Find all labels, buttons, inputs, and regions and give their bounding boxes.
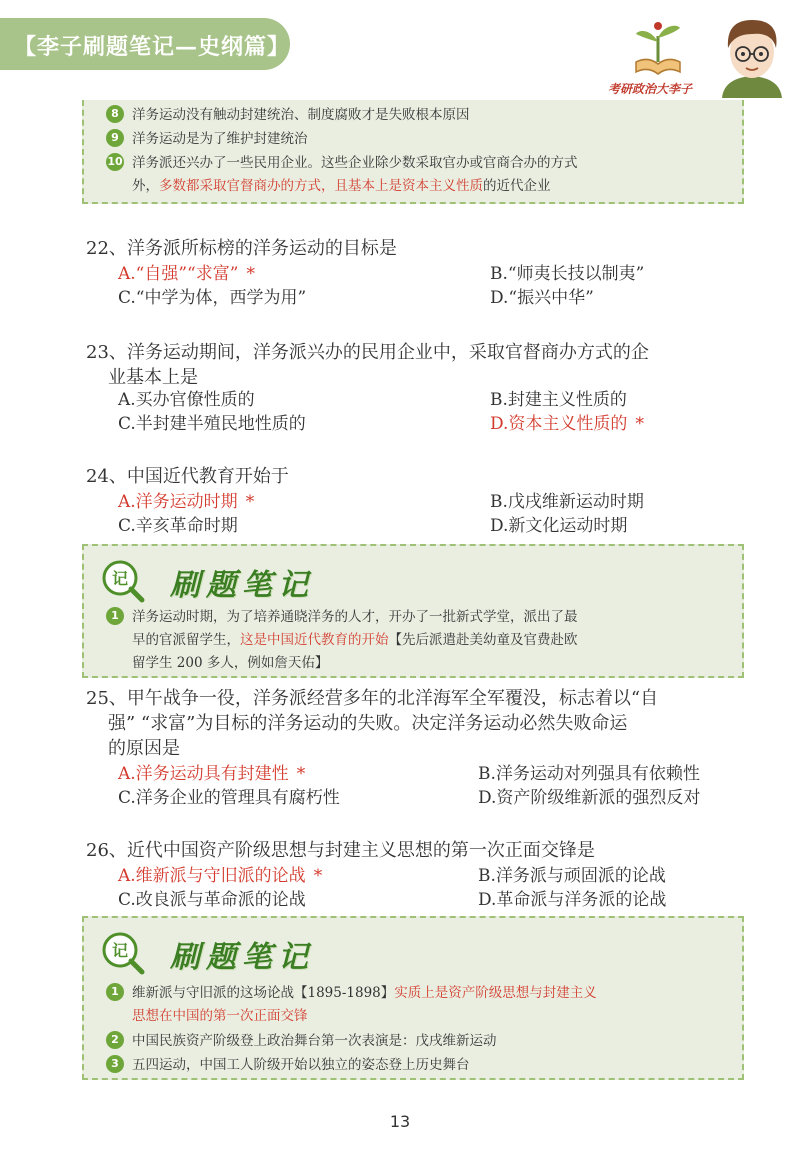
- option-c[interactable]: C.改良派与革命派的论战: [118, 890, 306, 910]
- note-item: 2 中国民族资产阶级登上政治舞台第一次表演是：戊戌维新运动: [106, 1030, 730, 1053]
- option-b[interactable]: B.戊戌维新运动时期: [490, 492, 644, 512]
- page-number: 13: [389, 1112, 411, 1131]
- note-item: 10 洋务派还兴办了一些民用企业。这些企业除少数采取官办或官商合办的方式: [107, 155, 578, 171]
- question-25: 25、甲午战争一役，洋务派经营多年的北洋海军全军覆没，标志着以“自 强” “求富”为目标的洋务运动的失败。决定洋务运动必然失败命运 的原因是: [86, 688, 659, 759]
- number-badge: 1: [106, 983, 124, 1001]
- number-badge: 2: [106, 1031, 124, 1049]
- magnifier-note-icon: [100, 558, 146, 604]
- plant-book-icon: [630, 18, 686, 78]
- option-a[interactable]: A.维新派与守旧派的论战 *: [118, 866, 323, 886]
- question-23: 23、洋务运动期间，洋务派兴办的民用企业中，采取官督商办方式的企 业基本上是: [86, 342, 649, 388]
- logo: [606, 18, 710, 98]
- option-b[interactable]: B.封建主义性质的: [490, 390, 627, 410]
- option-d[interactable]: D.“振兴中华”: [490, 288, 594, 308]
- svg-text:记: 记: [111, 941, 129, 960]
- option-a[interactable]: A.洋务运动时期 *: [118, 492, 255, 512]
- option-a[interactable]: A.买办官僚性质的: [118, 390, 255, 410]
- note-item: 9 洋务运动是为了维护封建统治: [106, 128, 730, 151]
- note-item: 1 洋务运动时期，为了培养通晓洋务的人才，开办了一批新式学堂，派出了最: [106, 606, 730, 629]
- option-a[interactable]: A.“自强”“求富” *: [118, 264, 255, 284]
- option-d[interactable]: D.革命派与洋务派的论战: [478, 890, 667, 910]
- question-26: 26、近代中国资产阶级思想与封建主义思想的第一次正面交锋是: [86, 840, 595, 861]
- option-d[interactable]: D.资产阶级维新派的强烈反对: [478, 788, 701, 808]
- number-badge: 8: [106, 105, 124, 123]
- notes-box-bottom: [82, 916, 744, 1080]
- correct-star-icon: *: [246, 264, 255, 284]
- correct-star-icon: *: [296, 764, 306, 784]
- number-badge: 9: [106, 129, 124, 147]
- option-b[interactable]: B.“师夷长技以制夷”: [490, 264, 645, 284]
- notes-box-top: [82, 100, 744, 204]
- option-a[interactable]: A.洋务运动具有封建性 *: [118, 764, 306, 784]
- question-24: 24、中国近代教育开始于: [86, 466, 289, 487]
- option-c[interactable]: C.“中学为体，西学为用”: [118, 288, 307, 308]
- option-c[interactable]: C.辛亥革命时期: [118, 516, 238, 536]
- option-d[interactable]: D.新文化运动时期: [490, 516, 628, 536]
- note-item: 8 洋务运动没有触动封建统治、制度腐败才是失败根本原因: [106, 104, 730, 127]
- option-c[interactable]: C.半封建半殖民地性质的: [118, 414, 306, 434]
- note-title: 记 刷题笔记: [94, 554, 394, 602]
- number-badge: 1: [106, 607, 124, 625]
- header-banner: [0, 18, 290, 70]
- correct-star-icon: *: [313, 866, 323, 886]
- magnifier-note-icon: [100, 930, 146, 976]
- option-b[interactable]: B.洋务派与顽固派的论战: [478, 866, 666, 886]
- option-c[interactable]: C.洋务企业的管理具有腐朽性: [118, 788, 340, 808]
- note-item: 1 维新派与守旧派的这场论战【1895-1898】实质上是资产阶级思想与封建主义: [106, 982, 730, 1005]
- note-item-continued: 早的官派留学生，这是中国近代教育的开始【先后派遣赴美幼童及官费赴欧: [132, 632, 578, 648]
- header-title: 【李子刷题笔记—史纲篇】: [14, 34, 291, 60]
- note-item-continued: 外，多数都采取官督商办的方式，且基本上是资本主义性质的近代企业: [132, 178, 551, 194]
- note-item-continued: 留学生 200 多人，例如詹天佑】: [132, 655, 329, 671]
- option-b[interactable]: B.洋务运动对列强具有依赖性: [478, 764, 700, 784]
- note-item-continued: 思想在中国的第一次正面交锋: [132, 1008, 308, 1024]
- note-item: 3 五四运动，中国工人阶级开始以独立的姿态登上历史舞台: [106, 1054, 730, 1077]
- number-badge: 3: [106, 1055, 124, 1073]
- correct-star-icon: *: [635, 414, 644, 434]
- avatar: [714, 12, 790, 98]
- note-title: 记 刷题笔记: [94, 926, 394, 974]
- notes-box-mid: [82, 544, 744, 678]
- logo-text: 考研政治大李子: [608, 82, 693, 96]
- option-d[interactable]: D.资本主义性质的 *: [490, 414, 644, 434]
- correct-star-icon: *: [245, 492, 255, 512]
- question-22: 22、洋务派所标榜的洋务运动的目标是: [86, 238, 397, 259]
- svg-text:记: 记: [111, 569, 129, 588]
- number-badge: 10: [106, 153, 124, 171]
